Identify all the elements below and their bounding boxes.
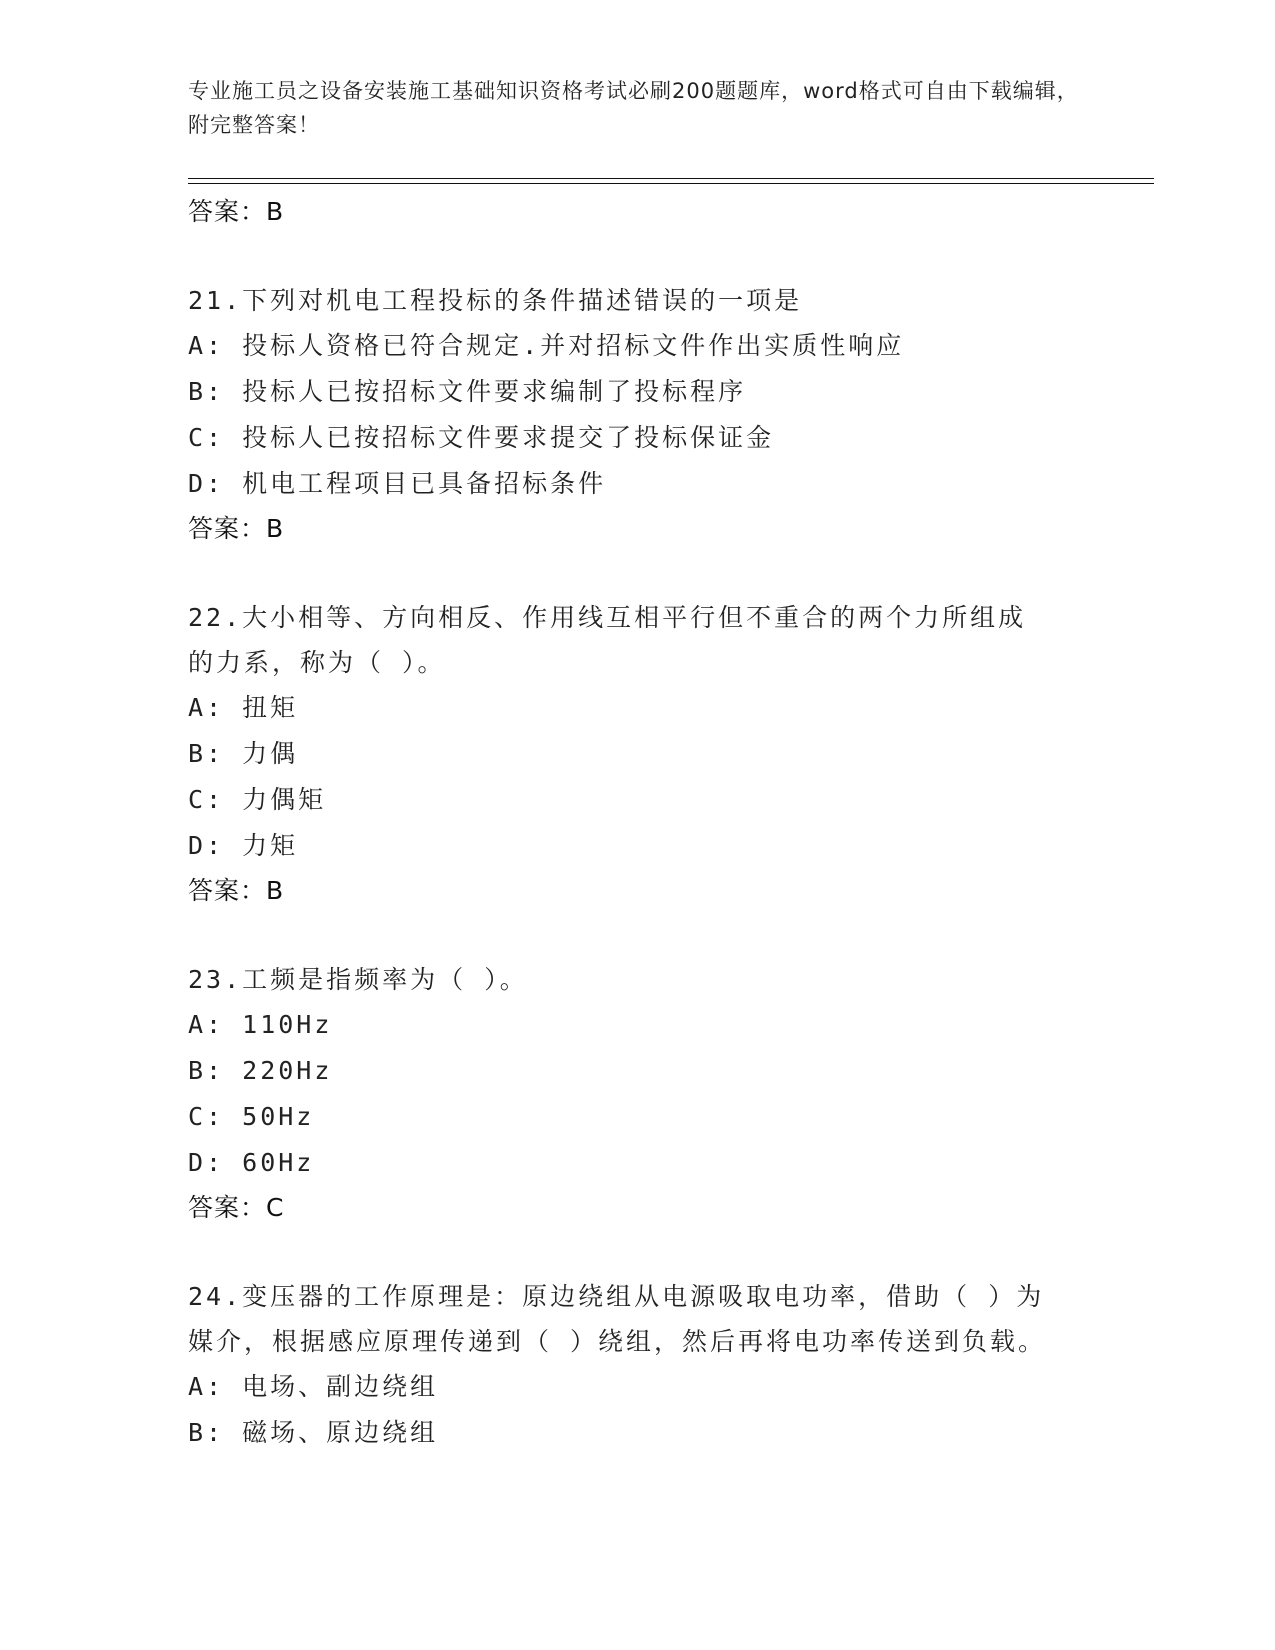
option-b: B: 220Hz xyxy=(188,1056,333,1085)
option-c: C: 50Hz xyxy=(188,1102,315,1131)
header-divider-bottom xyxy=(188,183,1154,184)
option-a: A: 投标人资格已符合规定.并对招标文件作出实质性响应 xyxy=(188,331,905,360)
option-c: C: 力偶矩 xyxy=(188,785,327,814)
question-24 xyxy=(188,1274,1148,1456)
spacer xyxy=(188,913,1148,957)
document-header: 专业施工员之设备安装施工基础知识资格考试必刷200题题库，word格式可自由下载编辑，附完整答案！ xyxy=(188,79,1079,137)
document-body xyxy=(188,190,1148,1456)
question-stem: 23.工频是指频率为（ ）。 xyxy=(188,965,528,994)
question-22 xyxy=(188,595,1148,913)
question-stem: 22.大小相等、方向相反、作用线互相平行但不重合的两个力所组成的力系，称为（ ）。 xyxy=(188,603,1027,677)
question-stem: 21.下列对机电工程投标的条件描述错误的一项是 xyxy=(188,286,803,315)
option-d: D: 力矩 xyxy=(188,831,299,860)
option-d: D: 机电工程项目已具备招标条件 xyxy=(188,469,607,498)
option-d: D: 60Hz xyxy=(188,1148,315,1177)
question-23 xyxy=(188,957,1148,1230)
answer-label: 答案：C xyxy=(188,1193,285,1222)
header-divider-top xyxy=(188,178,1154,179)
option-a: A: 电场、副边绕组 xyxy=(188,1372,439,1401)
question-stem: 24.变压器的工作原理是：原边绕组从电源吸取电功率，借助（ ）为媒介，根据感应原理传递到（ ）绕组，然后再将电功率传送到负载。 xyxy=(188,1282,1047,1356)
answer-label: 答案：B xyxy=(188,876,285,905)
answer-label: 答案：B xyxy=(188,514,285,543)
option-b: B: 磁场、原边绕组 xyxy=(188,1418,439,1447)
question-21 xyxy=(188,278,1148,551)
spacer xyxy=(188,234,1148,278)
option-b: B: 投标人已按招标文件要求编制了投标程序 xyxy=(188,377,747,406)
option-a: A: 扭矩 xyxy=(188,693,299,722)
answer-label: 答案：B xyxy=(188,197,285,226)
spacer xyxy=(188,551,1148,595)
spacer xyxy=(188,1230,1148,1274)
option-b: B: 力偶 xyxy=(188,739,299,768)
option-c: C: 投标人已按招标文件要求提交了投标保证金 xyxy=(188,423,775,452)
option-a: A: 110Hz xyxy=(188,1010,333,1039)
